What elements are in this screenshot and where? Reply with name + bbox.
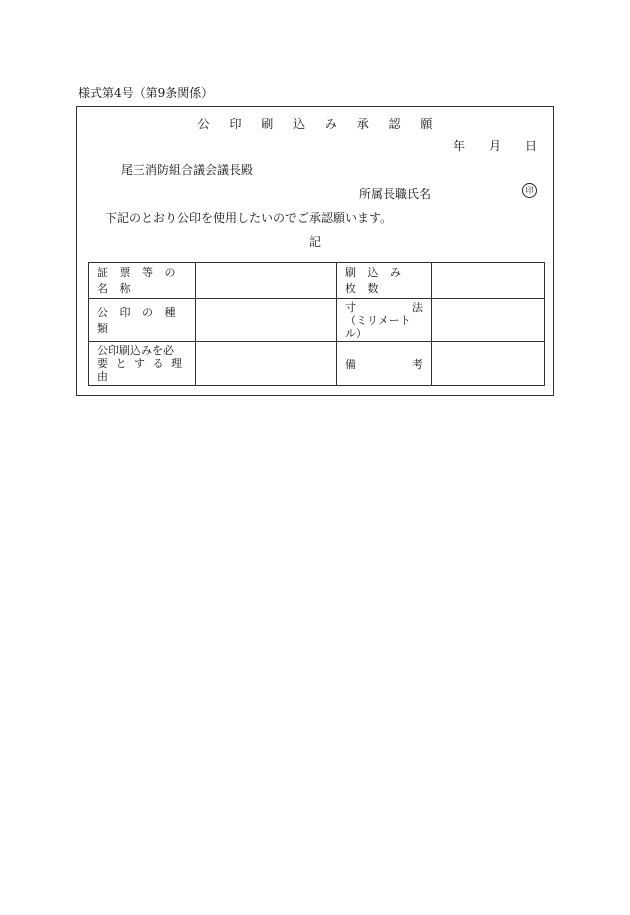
remarks-label-bi: 備 (345, 357, 356, 371)
date-month-label: 月 (488, 139, 501, 153)
cell-remarks-label (337, 342, 432, 386)
approval-form (76, 106, 554, 396)
cell-print-count-label: 刷 込 み 枚 数 (337, 263, 432, 299)
cell-document-name-label: 証 票 等 の 名 称 (89, 263, 196, 299)
size-label-hou: 法 (412, 300, 423, 314)
remarks-label-kou: 考 (412, 357, 423, 371)
request-text: 下記のとおり公印を使用したいのでご承認願います。 (105, 211, 393, 225)
table-row (89, 298, 545, 342)
table-row (89, 342, 545, 386)
cell-reason-label (89, 342, 196, 386)
size-label-top (345, 301, 423, 314)
applicant-label: 所属長職氏名 (359, 187, 432, 201)
cell-remarks-value[interactable] (432, 342, 545, 386)
table-row (89, 263, 545, 299)
remarks-label-pair (345, 356, 423, 372)
size-label-unit: （ミリメートル） (345, 313, 411, 340)
date-day-label: 日 (524, 139, 537, 153)
size-label-sun: 寸 (345, 300, 356, 314)
form-number: 様式第4号（第9条関係） (78, 86, 214, 100)
ki-heading: 記 (308, 235, 321, 249)
form-title: 公 印 刷 込 み 承 認 願 (197, 117, 441, 131)
detail-table (88, 262, 545, 386)
date-year-label: 年 (452, 139, 465, 153)
date-row (453, 137, 537, 154)
addressee: 尾三消防組合議会議長殿 (121, 163, 254, 177)
seal-icon: 印 (522, 183, 537, 198)
cell-document-name-value[interactable] (196, 263, 337, 299)
cell-size-label (337, 298, 432, 342)
cell-reason-value[interactable] (196, 342, 337, 386)
cell-size-value[interactable] (432, 298, 545, 342)
cell-seal-type-label: 公 印 の 種 類 (89, 298, 196, 342)
reason-label-line2: 要 と す る 理 由 (97, 357, 184, 384)
cell-seal-type-value[interactable] (196, 298, 337, 342)
cell-print-count-value[interactable] (432, 263, 545, 299)
reason-label-line1: 公印刷込みを必 (97, 344, 174, 358)
